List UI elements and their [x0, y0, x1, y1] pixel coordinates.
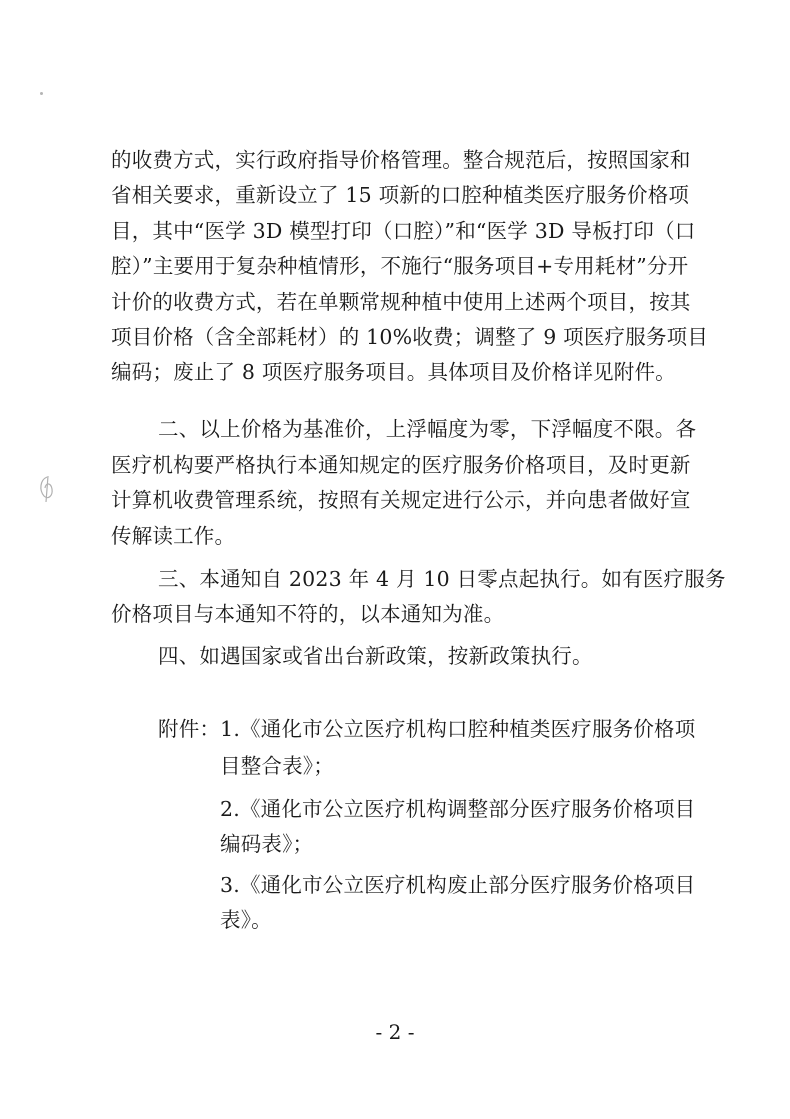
body-line-2: 省相关要求，重新设立了 15 项新的口腔种植类医疗服务价格项 — [111, 183, 690, 207]
attachment-item-1-cont: 目整合表》； — [220, 754, 334, 778]
paragraph-three-line-1: 三、本通知自 2023 年 4 月 10 日零点起执行。如有医疗服务 — [158, 567, 726, 591]
attachment-item-3-cont: 表》。 — [220, 908, 272, 932]
body-line-7: 编码；废止了 8 项医疗服务项目。具体项目及价格详见附件。 — [111, 360, 676, 384]
pencil-mark-icon — [36, 474, 58, 504]
attachment-item-3: 3.《通化市公立医疗机构废止部分医疗服务价格项目 — [220, 873, 696, 897]
paragraph-two-line-4: 传解读工作。 — [111, 524, 236, 548]
paragraph-four: 四、如遇国家或省出台新政策，按新政策执行。 — [158, 644, 593, 668]
attachment-item-2: 2.《通化市公立医疗机构调整部分医疗服务价格项目 — [220, 797, 696, 821]
paragraph-two-line-1: 二、以上价格为基准价，上浮幅度为零，下浮幅度不限。各 — [158, 417, 697, 441]
body-line-6: 项目价格（含全部耗材）的 10%收费；调整了 9 项医疗服务项目 — [111, 325, 709, 349]
scan-speck — [40, 92, 43, 95]
page-number: - 2 - — [375, 1020, 415, 1044]
attachment-item-1: 附件：1.《通化市公立医疗机构口腔种植类医疗服务价格项 — [158, 717, 696, 741]
attachment-item-2-cont: 编码表》； — [220, 832, 314, 856]
body-line-1: 的收费方式，实行政府指导价格管理。整合规范后，按照国家和 — [111, 148, 691, 172]
body-line-4: 腔）”主要用于复杂种植情形，不施行“服务项目+专用耗材”分开 — [111, 254, 689, 278]
paragraph-three-line-2: 价格项目与本通知不符的，以本通知为准。 — [111, 602, 505, 626]
paragraph-two-line-3: 计算机收费管理系统，按照有关规定进行公示，并向患者做好宣 — [111, 488, 691, 512]
body-line-3: 目，其中“医学 3D 模型打印（口腔）”和“医学 3D 导板打印（口 — [111, 219, 696, 243]
paragraph-two-line-2: 医疗机构要严格执行本通知规定的医疗服务价格项目，及时更新 — [111, 453, 691, 477]
body-line-5: 计价的收费方式，若在单颗常规种植中使用上述两个项目，按其 — [111, 290, 691, 314]
